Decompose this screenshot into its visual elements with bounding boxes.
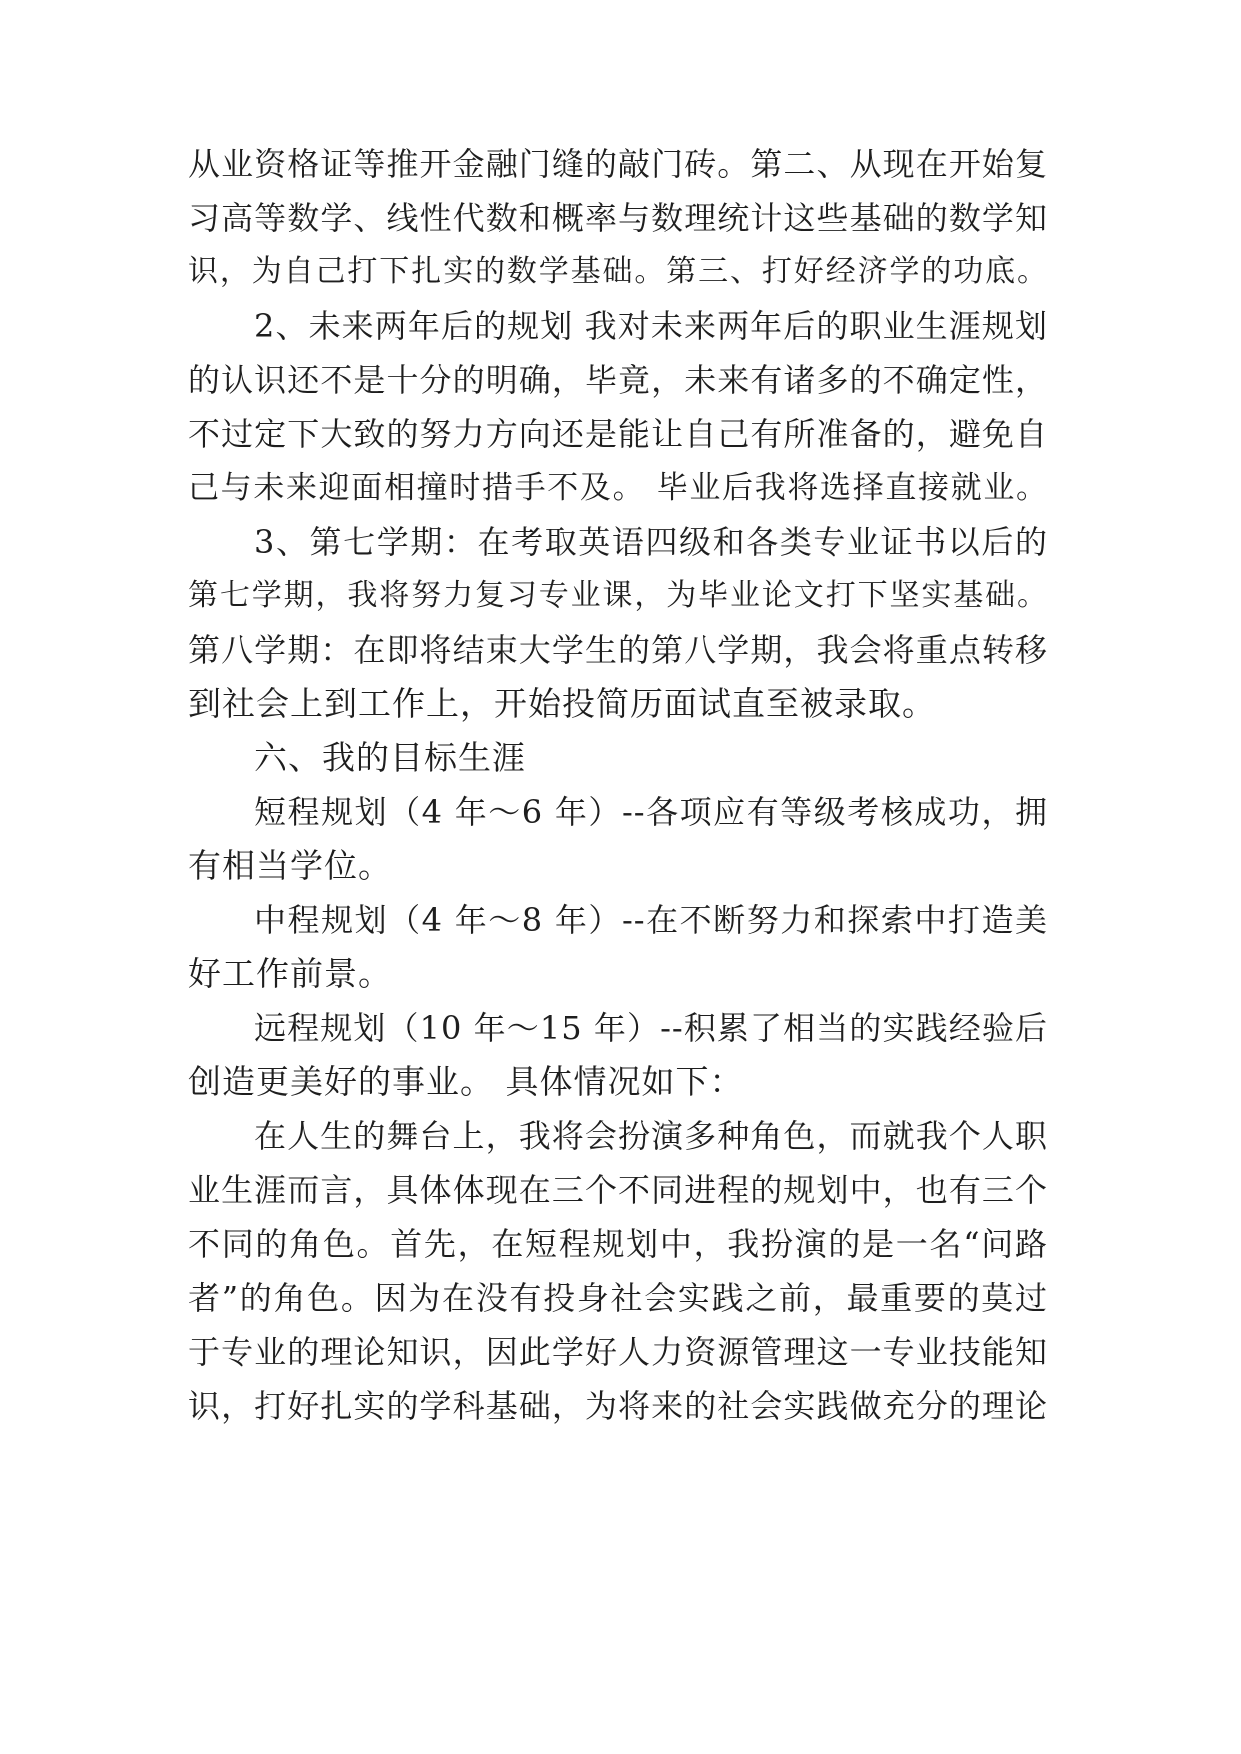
text-line: 者”的角色。因为在没有投身社会实践之前，最重要的莫过 <box>188 1279 1048 1317</box>
text-line: 从业资格证等推开金融门缝的敲门砖。第二、从现在开始复 <box>188 145 1048 183</box>
text-line: 好工作前景。 <box>188 954 392 993</box>
text-line: 于专业的理论知识，因此学好人力资源管理这一专业技能知 <box>188 1333 1048 1371</box>
text-line: 中程规划（4 年～8 年）--在不断努力和探索中打造美 <box>254 901 1048 939</box>
text-line: 2、未来两年后的规划 我对未来两年后的职业生涯规划 <box>254 307 1048 345</box>
text-line: 远程规划（10 年～15 年）--积累了相当的实践经验后 <box>254 1009 1048 1047</box>
text-line: 不过定下大致的努力方向还是能让自己有所准备的，避免自 <box>188 415 1048 453</box>
text-line: 业生涯而言，具体体现在三个不同进程的规划中，也有三个 <box>188 1171 1048 1209</box>
text-line: 识，打好扎实的学科基础，为将来的社会实践做充分的理论 <box>188 1387 1048 1425</box>
text-line: 有相当学位。 <box>188 846 392 885</box>
text-line: 创造更美好的事业。 具体情况如下： <box>188 1062 744 1101</box>
text-line: 3、第七学期：在考取英语四级和各类专业证书以后的 <box>254 523 1048 561</box>
text-line: 识，为自己打下扎实的数学基础。第三、打好经济学的功底。 <box>188 254 1048 289</box>
text-line: 的认识还不是十分的明确，毕竟，未来有诸多的不确定性， <box>188 361 1048 399</box>
text-line: 不同的角色。首先，在短程规划中，我扮演的是一名“问路 <box>188 1225 1048 1263</box>
text-line: 己与未来迎面相撞时措手不及。 毕业后我将选择直接就业。 <box>188 470 1048 506</box>
text-line: 第八学期：在即将结束大学生的第八学期，我会将重点转移 <box>188 631 1048 669</box>
text-line: 短程规划（4 年～6 年）--各项应有等级考核成功，拥 <box>254 793 1048 831</box>
text-line: 到社会上到工作上，开始投简历面试直至被录取。 <box>188 684 936 723</box>
text-line: 在人生的舞台上，我将会扮演多种角色，而就我个人职 <box>254 1117 1048 1155</box>
section-heading: 六、我的目标生涯 <box>254 738 526 777</box>
text-line: 习高等数学、线性代数和概率与数理统计这些基础的数学知 <box>188 199 1048 237</box>
text-line: 第七学期，我将努力复习专业课，为毕业论文打下坚实基础。 <box>188 578 1048 613</box>
